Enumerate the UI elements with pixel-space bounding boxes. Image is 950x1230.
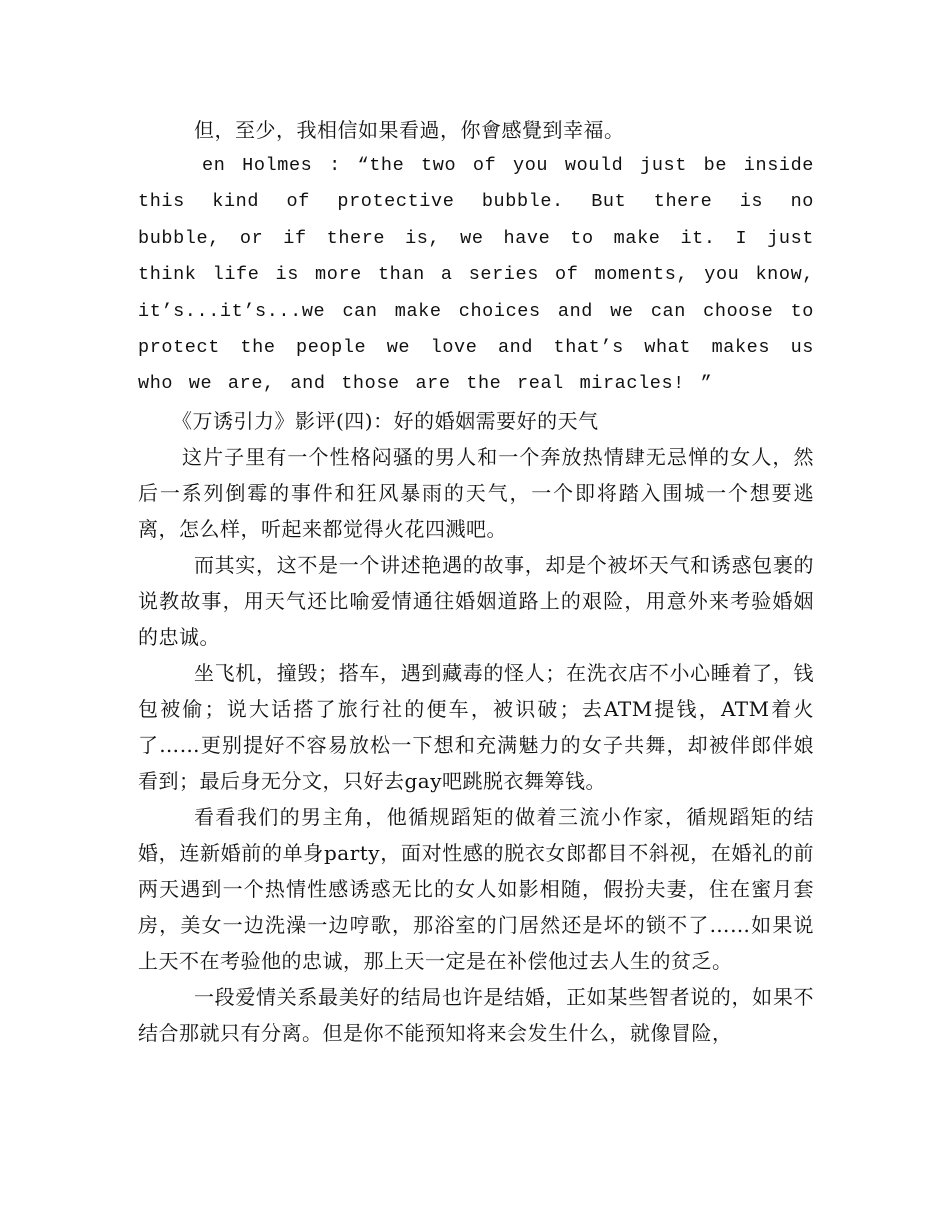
paragraph-body: 而其实，这不是一个讲述艳遇的故事，却是个被坏天气和诱惑包裹的说教故事，用天气还比喻爱情通往婚姻道路上的艰险，用意外来考验婚姻的忠诚。	[138, 552, 814, 649]
paragraph-body: 这片子里有一个性格闷骚的男人和一个奔放热情肆无忌惮的女人，然后一系列倒霉的事件和狂风暴雨的天气，一个即将踏入围城一个想要逃离，怎么样，听起来都觉得火花四溅吧。	[138, 444, 814, 541]
paragraph-body: 一段爱情关系最美好的结局也许是结婚，正如某些智者说的，如果不结合那就只有分离。但是你不能预知将来会发生什么，就像冒险，	[138, 984, 814, 1045]
paragraph-body: 坐飞机，撞毁；搭车，遇到藏毒的怪人；在洗衣店不小心睡着了，钱包被偷；说大话搭了旅行社的便车，被识破；去ATM提钱，ATM着火了……更别提好不容易放松一下想和充满魅力的女子共舞，却被伴郎伴娘看到；最后身无分文，只好去gay吧跳脱衣舞筹钱。	[138, 660, 814, 793]
paragraph-intro: 但，至少，我相信如果看過，你會感覺到幸福。	[194, 118, 625, 142]
document-body	[138, 112, 814, 1051]
paragraph-body: 看看我们的男主角，他循规蹈矩的做着三流小作家，循规蹈矩的结婚，连新婚前的单身party，面对性感的脱衣女郎都目不斜视，在婚礼的前两天遇到一个热情性感诱惑无比的女人如影相随，假扮夫妻，住在蜜月套房，美女一边洗澡一边哼歌，那浴室的门居然还是坏的锁不了……如果说上天不在考验他的忠诚，那上天一定是在补偿他过去人生的贫乏。	[138, 804, 814, 973]
section-title: 《万诱引力》影评(四)：好的婚姻需要好的天气	[172, 408, 599, 433]
paragraph-quote: en Holmes : “the two of you would just be inside this kind of protective bubble. But there is no bubble, or if there is, we have to make it. I just think life is more than a series of moments, you know, it’s...it’s...we can make choices and we can choose to protect the people we love and that’s what makes us who we are, and those are the real miracles! ”	[138, 155, 814, 395]
